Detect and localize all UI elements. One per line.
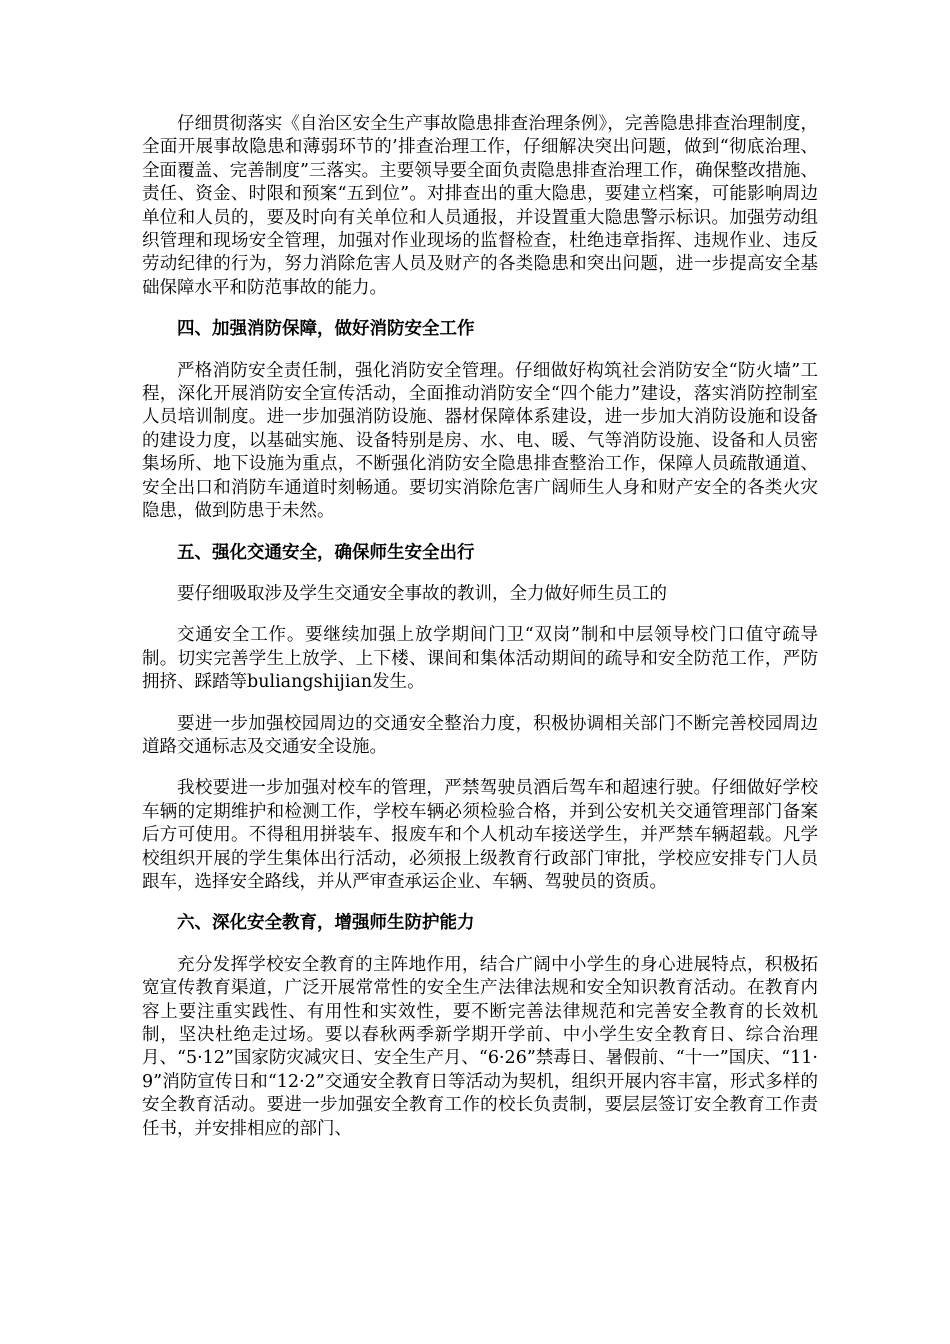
section-heading-traffic-safety: 五、强化交通安全，确保师生安全出行 bbox=[177, 542, 475, 563]
paragraph-traffic-duty: 交通安全工作。要继续加强上放学期间门卫“双岗”制和中层领导校门口值守疏导制。切实完善学生上放学、上下楼、课间和集体活动期间的疏导和安全防范工作，严防拥挤、踩踏等buliangshijian发生。 bbox=[142, 625, 818, 693]
paragraph-hazard-investigation: 仔细贯彻落实《自治区安全生产事故隐患排查治理条例》，完善隐患排查治理制度，全面开展事故隐患和薄弱环节的’排查治理工作，仔细解决突出问题，做到“彻底治理、全面覆盖、完善制度”三落实。主要领导要全面负责隐患排查治理工作，确保整改措施、责任、资金、时限和预案“五到位”。对排查出的重大隐患，要建立档案，可能影响周边单位和人员的，要及时向有关单位和人员通报，并设置重大隐患警示标识。加强劳动组织管理和现场安全管理，加强对作业现场的监督检查，杜绝违章指挥、违规作业、违反劳动纪律的行为，努力消除危害人员及财产的各类隐患和突出问题，进一步提高安全基础保障水平和防范事故的能力。 bbox=[142, 114, 818, 298]
paragraph-traffic-intro: 要仔细吸取涉及学生交通安全事故的教训，全力做好师生员工的 bbox=[177, 583, 667, 604]
paragraph-safety-education: 充分发挥学校安全教育的主阵地作用，结合广阔中小学生的身心进展特点，积极拓宽宣传教育渠道，广泛开展常常性的安全生产法律法规和安全知识教育活动。在教育内容上要注重实践性、有用性和实效性，要不断完善法律规范和完善安全教育的长效机制，坚决杜绝走过场。要以春秋两季新学期开学前、中小学生安全教育日、综合治理月、“5·12”国家防灾减灾日、安全生产月、“6·26”禁毒日、暑假前、“十一”国庆、“11·9”消防宣传日和“12·2”交通安全教育日等活动为契机，组织开展内容丰富，形式多样的安全教育活动。要进一步加强安全教育工作的校长负责制，要层层签订安全教育工作责任书，并安排相应的部门、 bbox=[142, 954, 818, 1139]
paragraph-campus-surroundings: 要进一步加强校园周边的交通安全整治力度，积极协调相关部门不断完善校园周边道路交通标志及交通安全设施。 bbox=[142, 713, 818, 757]
section-heading-safety-education: 六、深化安全教育，增强师生防护能力 bbox=[177, 913, 475, 934]
section-heading-fire-safety: 四、加强消防保障，做好消防安全工作 bbox=[177, 319, 475, 340]
document-page bbox=[142, 113, 818, 1141]
paragraph-fire-safety: 严格消防安全责任制，强化消防安全管理。仔细做好构筑社会消防安全“防火墙”工程，深化开展消防安全宣传活动，全面推动消防安全“四个能力”建设，落实消防控制室人员培训制度。进一步加强消防设施、器材保障体系建设，进一步加大消防设施和设备的建设力度，以基础实施、设备特别是房、水、电、暖、气等消防设施、设备和人员密集场所、地下设施为重点，不断强化消防安全隐患排查整治工作，保障人员疏散通道、安全出口和消防车通道时刻畅通。要切实消除危害广阔师生人身和财产安全的各类火灾隐患，做到防患于未然。 bbox=[142, 360, 818, 522]
paragraph-school-bus: 我校要进一步加强对校车的管理，严禁驾驶员酒后驾车和超速行驶。仔细做好学校车辆的定期维护和检测工作，学校车辆必须检验合格，并到公安机关交通管理部门备案后方可使用。不得租用拼装车、报废车和个人机动车接送学生，并严禁车辆超载。凡学校组织开展的学生集体出行活动，必须报上级教育行政部门审批，学校应安排专门人员跟车，选择安全路线，并从严审查承运企业、车辆、驾驶员的资质。 bbox=[142, 778, 818, 892]
